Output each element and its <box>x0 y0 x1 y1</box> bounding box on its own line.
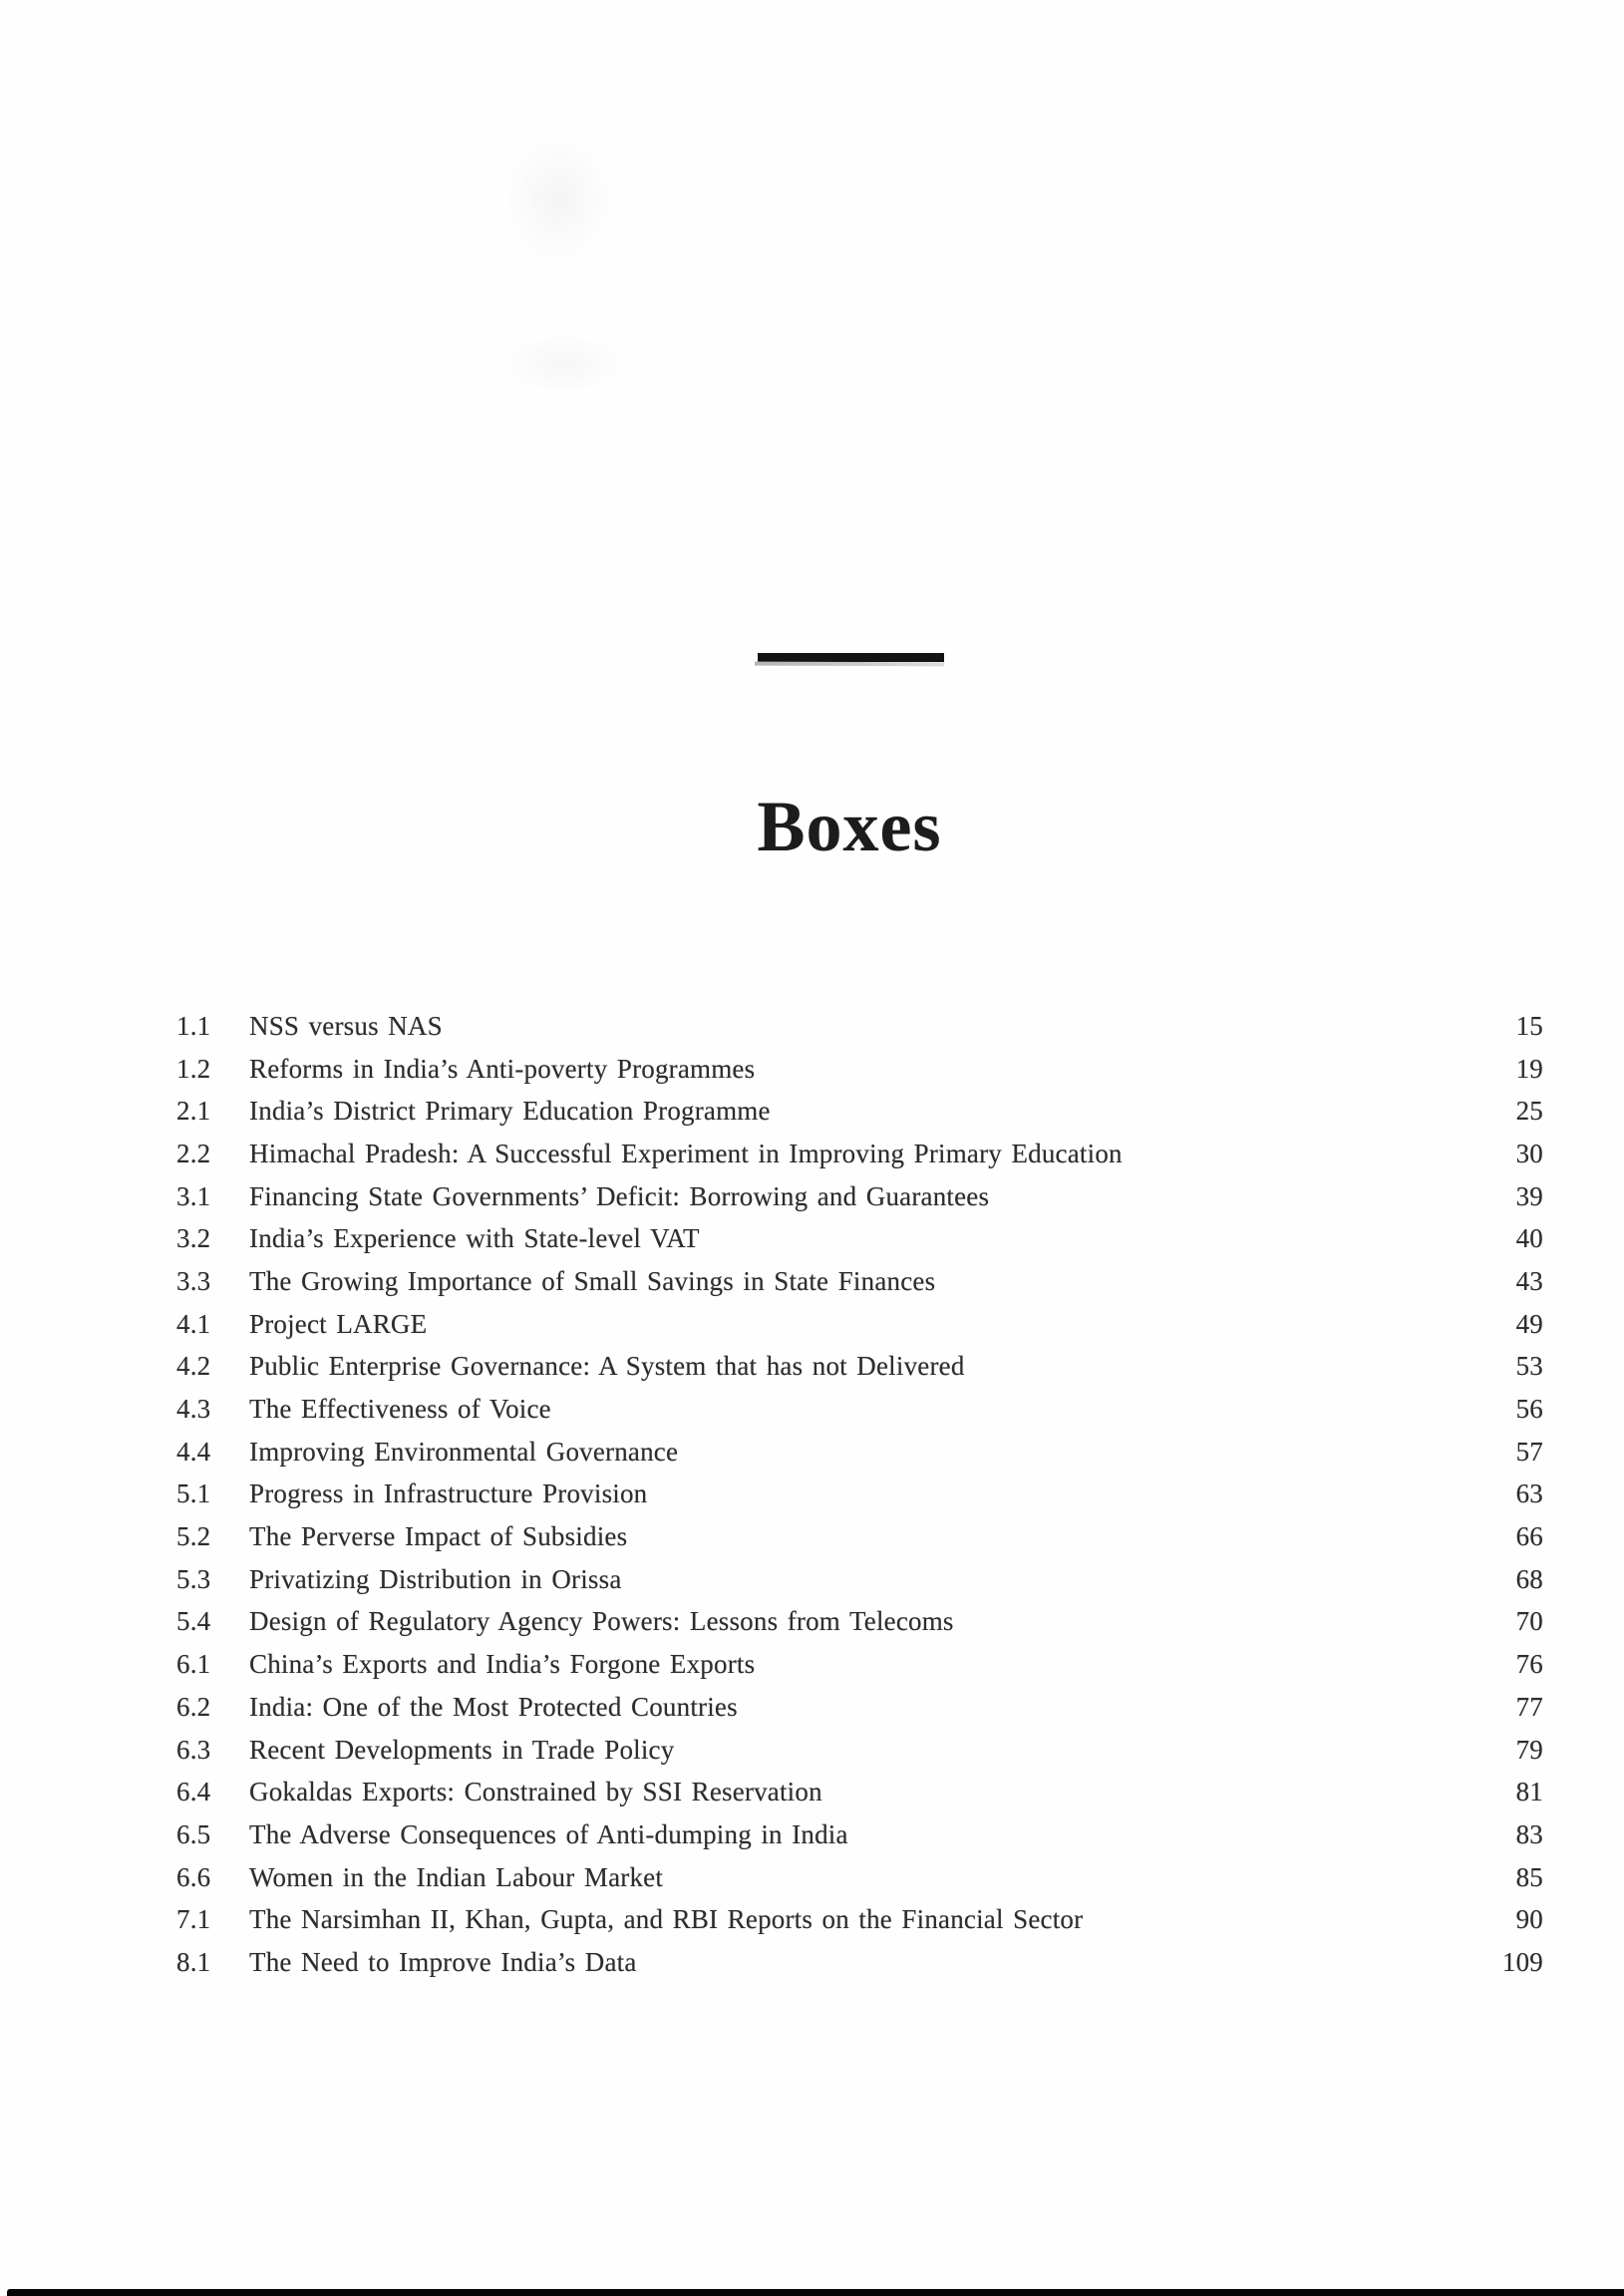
entry-title: The Narsimhan II, Khan, Gupta, and RBI Reports on the Financial Sector <box>249 1904 1084 1935</box>
boxes-list <box>176 1005 1543 1984</box>
entry-page: 15 <box>1515 1010 1543 1041</box>
entry-number: 5.2 <box>176 1521 211 1552</box>
entry-page: 19 <box>1515 1053 1543 1084</box>
entry-title: Improving Environmental Governance <box>249 1436 679 1467</box>
entry-page: 30 <box>1515 1138 1543 1168</box>
box-entry-row <box>176 1898 1543 1941</box>
entry-page: 56 <box>1515 1394 1543 1425</box>
box-entry-row <box>176 1048 1543 1091</box>
entry-page: 90 <box>1515 1904 1543 1935</box>
entry-title: Public Enterprise Governance: A System that has not Delivered <box>249 1351 965 1382</box>
entry-number: 6.3 <box>176 1734 211 1765</box>
entry-title: Privatizing Distribution in Orissa <box>249 1563 622 1594</box>
entry-title: India: One of the Most Protected Countries <box>249 1691 738 1722</box>
entry-number: 6.4 <box>176 1777 211 1807</box>
entry-title: Reforms in India’s Anti-poverty Programmes <box>249 1053 756 1084</box>
entry-number: 3.3 <box>176 1265 211 1296</box>
entry-title: Financing State Governments’ Deficit: Borrowing and Guarantees <box>249 1180 990 1211</box>
box-entry-row <box>176 1260 1543 1303</box>
entry-number: 6.6 <box>176 1861 211 1892</box>
entry-number: 4.1 <box>176 1308 211 1339</box>
box-entry-row <box>176 1005 1543 1048</box>
box-entry-row <box>176 1686 1543 1729</box>
entry-number: 2.1 <box>176 1096 211 1127</box>
box-entry-row <box>176 1601 1543 1644</box>
scan-smudge <box>503 135 613 264</box>
entry-number: 5.1 <box>176 1478 211 1509</box>
entry-page: 66 <box>1515 1521 1543 1552</box>
entry-title: The Adverse Consequences of Anti-dumping in India <box>249 1818 848 1849</box>
box-entry-row <box>176 1643 1543 1686</box>
entry-number: 3.2 <box>176 1223 211 1254</box>
box-entry-row <box>176 1346 1543 1389</box>
box-entry-row <box>176 1771 1543 1813</box>
box-entry-row <box>176 1133 1543 1175</box>
entry-page: 81 <box>1515 1777 1543 1807</box>
entry-number: 3.1 <box>176 1180 211 1211</box>
entry-page: 63 <box>1515 1478 1543 1509</box>
box-entry-row <box>176 1813 1543 1856</box>
entry-title: The Growing Importance of Small Savings in State Finances <box>249 1265 936 1296</box>
entry-number: 4.4 <box>176 1436 211 1467</box>
title-rule <box>758 653 944 662</box>
entry-title: China’s Exports and India’s Forgone Exports <box>249 1649 756 1680</box>
entry-page: 49 <box>1515 1308 1543 1339</box>
entry-title: Progress in Infrastructure Provision <box>249 1478 648 1509</box>
box-entry-row <box>176 1431 1543 1474</box>
entry-title: India’s District Primary Education Programme <box>249 1096 771 1127</box>
entry-page: 83 <box>1515 1818 1543 1849</box>
page-title: Boxes <box>757 787 942 867</box>
entry-page: 68 <box>1515 1563 1543 1594</box>
entry-title: Himachal Pradesh: A Successful Experiment in Improving Primary Education <box>249 1138 1123 1168</box>
entry-page: 79 <box>1515 1734 1543 1765</box>
box-entry-row <box>176 1558 1543 1601</box>
entry-number: 6.1 <box>176 1649 211 1680</box>
entry-page: 43 <box>1515 1265 1543 1296</box>
entry-number: 5.3 <box>176 1563 211 1594</box>
entry-title: Recent Developments in Trade Policy <box>249 1734 675 1765</box>
entry-number: 4.2 <box>176 1351 211 1382</box>
box-entry-row <box>176 1729 1543 1772</box>
box-entry-row <box>176 1515 1543 1558</box>
box-entry-row <box>176 1856 1543 1899</box>
entry-number: 5.4 <box>176 1606 211 1637</box>
box-entry-row <box>176 1388 1543 1431</box>
page-bottom-scan-bar <box>7 2289 1624 2296</box>
entry-page: 40 <box>1515 1223 1543 1254</box>
entry-title: Project LARGE <box>249 1308 428 1339</box>
entry-page: 76 <box>1515 1649 1543 1680</box>
box-entry-row <box>176 1474 1543 1516</box>
entry-page: 57 <box>1515 1436 1543 1467</box>
box-entry-row <box>176 1175 1543 1218</box>
entry-page: 25 <box>1515 1096 1543 1127</box>
entry-page: 70 <box>1515 1606 1543 1637</box>
entry-number: 8.1 <box>176 1946 211 1977</box>
entry-title: The Perverse Impact of Subsidies <box>249 1521 628 1552</box>
entry-title: Gokaldas Exports: Constrained by SSI Reservation <box>249 1777 822 1807</box>
entry-page: 85 <box>1515 1861 1543 1892</box>
box-entry-row <box>176 1090 1543 1133</box>
entry-title: NSS versus NAS <box>249 1010 443 1041</box>
entry-page: 109 <box>1501 1946 1543 1977</box>
box-entry-row <box>176 1217 1543 1260</box>
entry-page: 77 <box>1515 1691 1543 1722</box>
entry-number: 1.1 <box>176 1010 211 1041</box>
entry-number: 6.5 <box>176 1818 211 1849</box>
title-rule-shadow <box>755 662 944 667</box>
entry-title: The Need to Improve India’s Data <box>249 1946 637 1977</box>
entry-number: 7.1 <box>176 1904 211 1935</box>
entry-title: Women in the Indian Labour Market <box>249 1861 664 1892</box>
entry-page: 53 <box>1515 1351 1543 1382</box>
entry-number: 6.2 <box>176 1691 211 1722</box>
entry-title: The Effectiveness of Voice <box>249 1394 551 1425</box>
entry-page: 39 <box>1515 1180 1543 1211</box>
box-entry-row <box>176 1941 1543 1984</box>
entry-number: 1.2 <box>176 1053 211 1084</box>
entry-title: India’s Experience with State-level VAT <box>249 1223 700 1254</box>
entry-number: 2.2 <box>176 1138 211 1168</box>
entry-number: 4.3 <box>176 1394 211 1425</box>
scan-smudge <box>503 334 623 394</box>
box-entry-row <box>176 1303 1543 1346</box>
entry-title: Design of Regulatory Agency Powers: Lessons from Telecoms <box>249 1606 954 1637</box>
